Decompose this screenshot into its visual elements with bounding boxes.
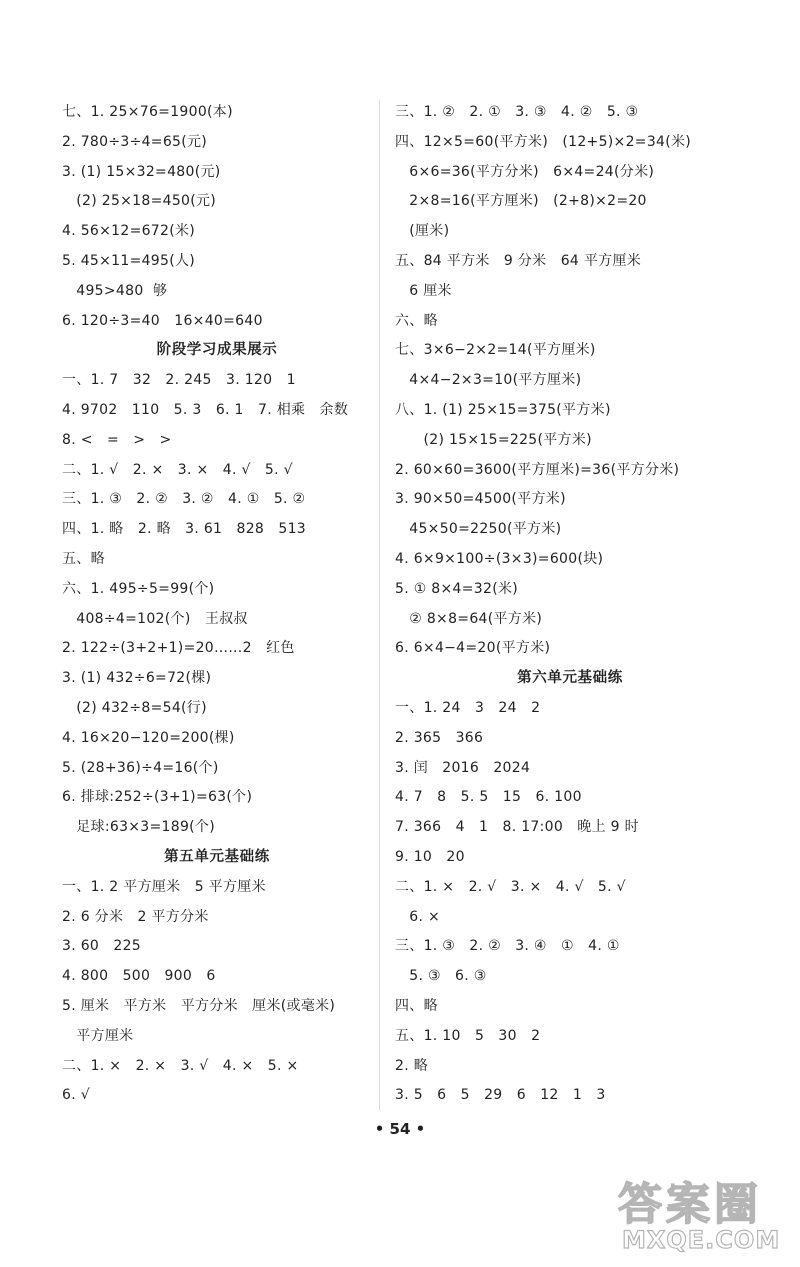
answer-line: 408÷4=102(个) 王叔叔 bbox=[62, 610, 248, 627]
answer-line: 2. 60×60=3600(平方厘米)=36(平方分米) bbox=[395, 461, 680, 478]
answer-line: 6. 6×4−4=20(平方米) bbox=[395, 640, 551, 657]
section-heading: 第五单元基础练 bbox=[164, 848, 270, 865]
column-divider bbox=[379, 100, 380, 1110]
answer-line: 5. ① 8×4=32(米) bbox=[395, 580, 519, 597]
answer-line: 平方厘米 bbox=[62, 1027, 134, 1044]
answer-line: (2) 432÷8=54(行) bbox=[62, 699, 207, 716]
answer-line: 三、1. ② 2. ① 3. ③ 4. ② 5. ③ bbox=[395, 104, 639, 120]
answer-line: 6. 排球:252÷(3+1)=63(个) bbox=[62, 789, 253, 806]
answer-line: 4. 800 500 900 6 bbox=[62, 968, 216, 985]
answer-line: 4. 16×20−120=200(棵) bbox=[62, 729, 235, 746]
answer-line: 3. 闰 2016 2024 bbox=[395, 759, 531, 776]
answer-line: 6. √ bbox=[62, 1087, 90, 1104]
watermark-title: 答案圈 bbox=[618, 1179, 762, 1230]
section-heading: 第六单元基础练 bbox=[517, 670, 623, 687]
answer-line: (2) 25×18=450(元) bbox=[62, 193, 217, 210]
answer-line: 四、12×5=60(平方米) (12+5)×2=34(米) bbox=[395, 133, 692, 150]
answer-line: 3. (1) 15×32=480(元) bbox=[62, 163, 221, 180]
answer-line: 6×6=36(平方分米) 6×4=24(分米) bbox=[395, 163, 655, 180]
answer-line: 2. 6 分米 2 平方分米 bbox=[62, 908, 209, 925]
answer-line: 9. 10 20 bbox=[395, 848, 465, 865]
answer-line: 一、1. 2 平方厘米 5 平方厘米 bbox=[62, 878, 266, 895]
answer-line: 五、84 平方米 9 分米 64 平方厘米 bbox=[395, 252, 642, 269]
answer-line: 二、1. √ 2. × 3. × 4. √ 5. √ bbox=[62, 461, 293, 478]
answer-line: 6 厘米 bbox=[395, 282, 452, 299]
answer-line: 6. × bbox=[395, 908, 440, 925]
answer-line: 3. 90×50=4500(平方米) bbox=[395, 491, 566, 508]
page-number: • 54 • bbox=[374, 1120, 426, 1138]
answer-line: 4×4−2×3=10(平方厘米) bbox=[395, 372, 582, 389]
answer-line: (2) 15×15=225(平方米) bbox=[395, 431, 592, 448]
answer-line: 三、1. ③ 2. ② 3. ④ ① 4. ① bbox=[395, 938, 620, 955]
answer-line: 五、略 bbox=[62, 550, 105, 567]
answer-line: 四、略 bbox=[395, 997, 438, 1014]
answer-line: (厘米) bbox=[395, 223, 450, 240]
section-heading: 阶段学习成果展示 bbox=[156, 342, 278, 359]
answer-line: 二、1. × 2. √ 3. × 4. √ 5. √ bbox=[395, 878, 626, 895]
answer-line: 一、1. 7 32 2. 245 3. 120 1 bbox=[62, 372, 296, 389]
answer-line: ② 8×8=64(平方米) bbox=[395, 610, 543, 627]
watermark-url: MXQE.COM bbox=[622, 1226, 781, 1254]
answer-line: 七、3×6−2×2=14(平方厘米) bbox=[395, 342, 596, 359]
answer-line: 3. 5 6 5 29 6 12 1 3 bbox=[395, 1087, 606, 1104]
answer-line: 六、略 bbox=[395, 312, 438, 329]
answer-line: 2. 122÷(3+2+1)=20……2 红色 bbox=[62, 640, 295, 657]
answer-line: 5. (28+36)÷4=16(个) bbox=[62, 759, 219, 776]
answer-line: 4. 9702 110 5. 3 6. 1 7. 相乘 余数 bbox=[62, 401, 349, 418]
answer-line: 5. ③ 6. ③ bbox=[395, 968, 487, 985]
answer-line: 七、1. 25×76=1900(本) bbox=[62, 104, 233, 120]
watermark-logo bbox=[618, 1168, 788, 1258]
answer-line: 5. 厘米 平方米 平方分米 厘米(或毫米) bbox=[62, 997, 336, 1014]
answer-line: 3. 60 225 bbox=[62, 938, 141, 955]
answer-line: 495>480 够 bbox=[62, 282, 168, 299]
answer-line: 4. 7 8 5. 5 15 6. 100 bbox=[395, 789, 582, 806]
answer-line: 五、1. 10 5 30 2 bbox=[395, 1027, 541, 1044]
answer-line: 2. 780÷3÷4=65(元) bbox=[62, 133, 208, 150]
answer-line: 四、1. 略 2. 略 3. 61 828 513 bbox=[62, 521, 306, 538]
answer-line: 7. 366 4 1 8. 17:00 晚上 9 时 bbox=[395, 819, 639, 836]
answer-line: 一、1. 24 3 24 2 bbox=[395, 699, 541, 716]
answer-line: 六、1. 495÷5=99(个) bbox=[62, 580, 215, 597]
left-answer-column bbox=[62, 98, 372, 1111]
answer-line: 八、1. (1) 25×15=375(平方米) bbox=[395, 401, 611, 418]
answer-line: 8. < = > > bbox=[62, 431, 172, 448]
answer-line: 2×8=16(平方厘米) (2+8)×2=20 bbox=[395, 193, 647, 210]
answer-line: 4. 56×12=672(米) bbox=[62, 223, 196, 240]
right-answer-column bbox=[395, 98, 745, 1111]
answer-line: 45×50=2250(平方米) bbox=[395, 521, 562, 538]
answer-line: 2. 略 bbox=[395, 1057, 429, 1074]
answer-line: 6. 120÷3=40 16×40=640 bbox=[62, 312, 263, 329]
answer-line: 3. (1) 432÷6=72(棵) bbox=[62, 670, 212, 687]
answer-line: 4. 6×9×100÷(3×3)=600(块) bbox=[395, 550, 604, 567]
answer-line: 2. 365 366 bbox=[395, 729, 484, 746]
answer-line: 5. 45×11=495(人) bbox=[62, 252, 196, 269]
answer-line: 二、1. × 2. × 3. √ 4. × 5. × bbox=[62, 1057, 299, 1074]
answer-line: 三、1. ③ 2. ② 3. ② 4. ① 5. ② bbox=[62, 491, 306, 508]
answer-line: 足球:63×3=189(个) bbox=[62, 819, 215, 836]
